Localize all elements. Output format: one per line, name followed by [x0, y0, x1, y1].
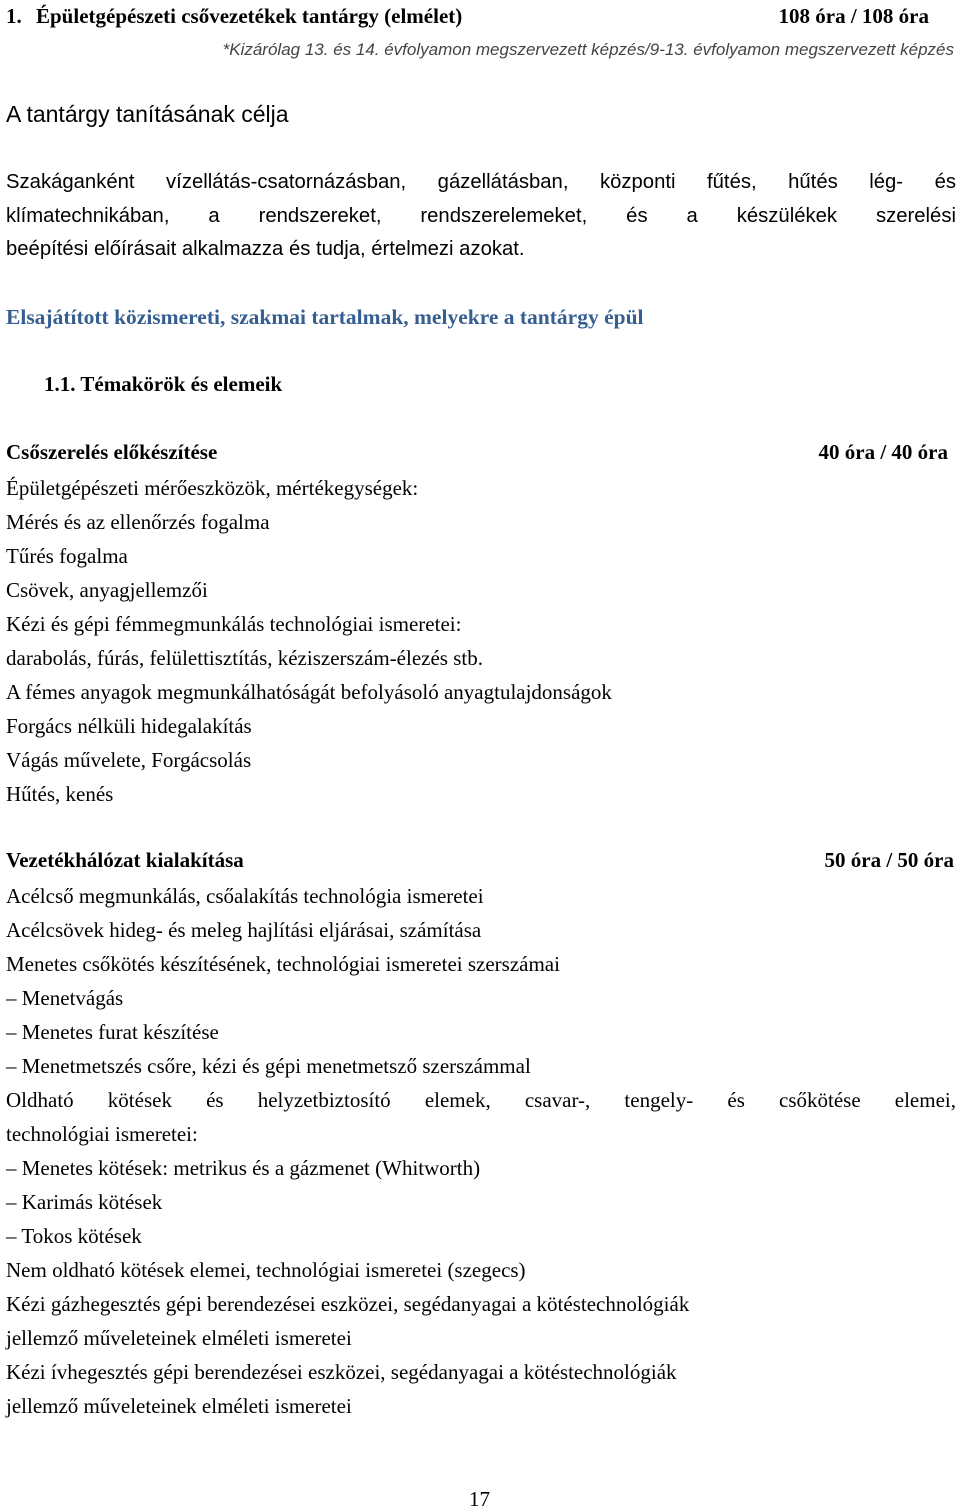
prerequisite-heading: Elsajátított közismereti, szakmai tartalmak, melyekre a tantárgy épül	[6, 305, 644, 329]
section-content	[6, 879, 956, 1423]
section-content	[6, 471, 956, 811]
content-line: Csövek, anyagjellemzői	[6, 578, 208, 602]
aim-paragraph	[6, 166, 956, 267]
section-title: Csőszerelés előkészítése	[6, 440, 218, 464]
section-title: Vezetékhálózat kialakítása	[6, 848, 244, 872]
content-line: technológiai ismeretei:	[6, 1122, 198, 1146]
training-note: *Kizárólag 13. és 14. évfolyamon megszervezett képzés/9-13. évfolyamon megszervezett képzés	[222, 40, 954, 59]
page-number: 17	[469, 1487, 490, 1511]
topics-heading: 1.1. Témakörök és elemeik	[44, 372, 283, 396]
content-line: Kézi és gépi fémmegmunkálás technológiai ismeretei:	[6, 612, 462, 636]
content-line: Tűrés fogalma	[6, 544, 128, 568]
list-item: – Karimás kötések	[6, 1190, 163, 1214]
content-line: darabolás, fúrás, felülettisztítás, kéziszerszám-élezés stb.	[6, 646, 483, 670]
aim-line: beépítési előírásait alkalmazza és tudja, értelmezi azokat.	[6, 238, 525, 260]
aim-line: klímatechnikában, a rendszereket, rendszerelemeket, és a készülékek szerelési	[6, 204, 956, 227]
subject-number: 1.	[6, 4, 22, 28]
subject-title: Épületgépészeti csővezetékek tantárgy (elmélet)	[36, 4, 463, 28]
content-line: jellemző műveleteinek elméleti ismeretei	[6, 1394, 352, 1418]
content-line: Forgács nélküli hidegalakítás	[6, 714, 252, 738]
section-hours: 50 óra / 50 óra	[824, 848, 954, 872]
section-hours: 40 óra / 40 óra	[818, 440, 948, 464]
content-line: Menetes csőkötés készítésének, technológiai ismeretei szerszámai	[6, 952, 560, 976]
content-line: Acélcső megmunkálás, csőalakítás technológia ismeretei	[6, 884, 484, 908]
content-line: Hűtés, kenés	[6, 782, 114, 806]
content-line: jellemző műveleteinek elméleti ismeretei	[6, 1326, 352, 1350]
list-item: – Menetes furat készítése	[6, 1020, 219, 1044]
content-line: Mérés és az ellenőrzés fogalma	[6, 510, 270, 534]
list-item: – Menetes kötések: metrikus és a gázmenet (Whitworth)	[6, 1156, 481, 1180]
list-item: – Tokos kötések	[6, 1224, 142, 1248]
content-line: Épületgépészeti mérőeszközök, mértékegységek:	[6, 476, 419, 500]
content-line: Vágás művelete, Forgácsolás	[6, 748, 252, 772]
list-item: – Menetmetszés csőre, kézi és gépi menetmetsző szerszámmal	[6, 1054, 531, 1078]
content-line: Kézi gázhegesztés gépi berendezései eszközei, segédanyagai a kötéstechnológiák	[6, 1292, 690, 1316]
content-line: A fémes anyagok megmunkálhatóságát befolyásoló anyagtulajdonságok	[6, 680, 612, 704]
list-item: – Menetvágás	[6, 986, 124, 1010]
content-line: Kézi ívhegesztés gépi berendezései eszközei, segédanyagai a kötéstechnológiák	[6, 1360, 677, 1384]
aim-line: Szakáganként vízellátás-csatornázásban, gázellátásban, központi fűtés, hűtés lég- és	[6, 171, 956, 193]
content-line: Nem oldható kötések elemei, technológiai ismeretei (szegecs)	[6, 1258, 526, 1282]
content-line: Acélcsövek hideg- és meleg hajlítási eljárásai, számítása	[6, 918, 482, 942]
subject-hours: 108 óra / 108 óra	[778, 4, 929, 28]
content-line: Oldható kötések és helyzetbiztosító elemek, csavar-, tengely- és csőkötése elemei,	[6, 1088, 956, 1112]
aim-heading: A tantárgy tanításának célja	[6, 101, 289, 127]
